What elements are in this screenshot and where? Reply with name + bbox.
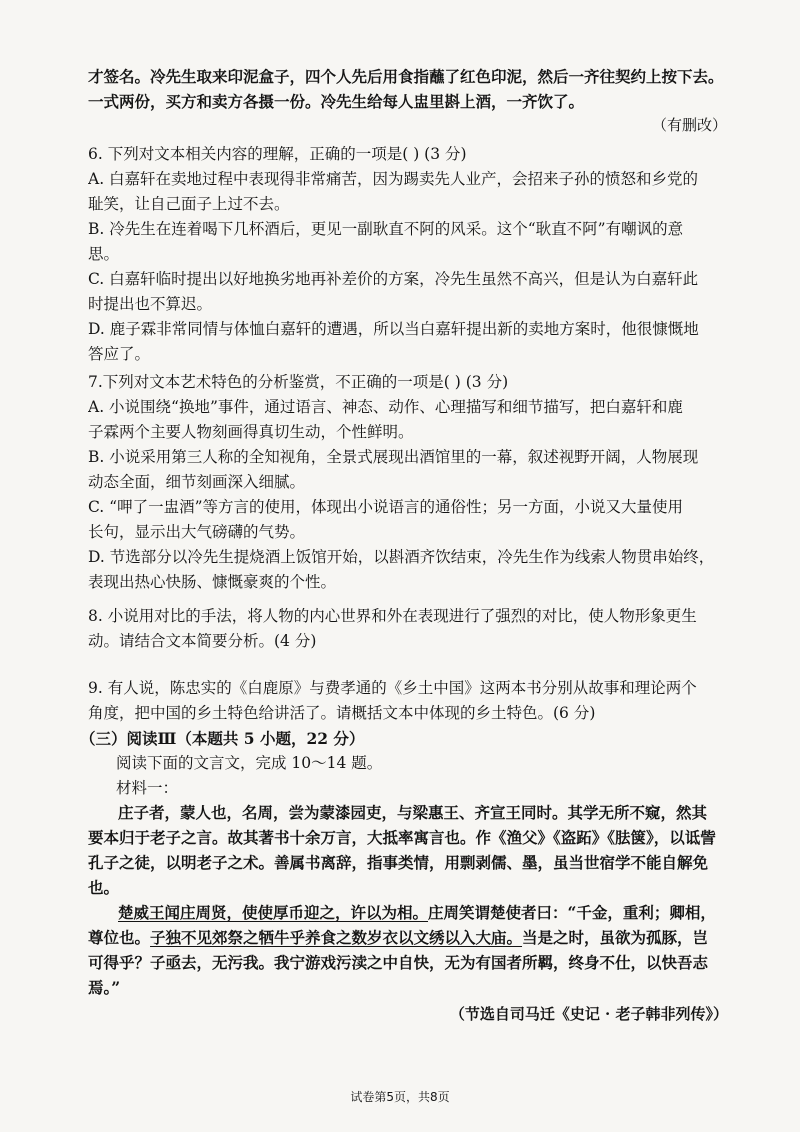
passage-line: 可得乎？子亟去，无污我。我宁游戏污渎之中自快，无为有国者所羁，终身不仕，以快吾志 bbox=[88, 953, 709, 972]
option-d-cont: 表现出热心快肠、慷慨豪爽的个性。 bbox=[88, 573, 337, 591]
option-c: C. 白嘉轩临时提出以好地换劣地再补差价的方案，冷先生虽然不高兴，但是认为白嘉轩此 bbox=[88, 270, 699, 288]
passage-line: 才签名。冷先生取来印泥盒子，四个人先后用食指蘸了红色印泥，然后一齐往契约上按下去。 bbox=[88, 67, 724, 86]
question-line: 9. 有人说，陈忠实的《白鹿原》与费孝通的《乡土中国》这两本书分别从故事和理论两个 bbox=[88, 679, 697, 697]
section-instructions: 阅读下面的文言文，完成 10～14 题。 bbox=[116, 754, 383, 772]
option-c: C. “呷了一盅酒”等方言的使用，体现出小说语言的通俗性；另一方面，小说又大量使用 bbox=[88, 498, 684, 516]
passage-line: 尊位也。子独不见郊祭之牺牛乎养食之数岁衣以文绣以入大庙。当是之时，虽欲为孤豚，岂 bbox=[88, 928, 709, 947]
passage-line: 焉。” bbox=[88, 978, 121, 997]
question-stem: 6. 下列对文本相关内容的理解，正确的一项是( ) (3 分) bbox=[88, 145, 467, 163]
passage-line: 楚威王闻庄周贤，使使厚币迎之，许以为相。庄周笑谓楚使者曰：“千金，重利；卿相， bbox=[118, 903, 716, 922]
passage-continuation bbox=[88, 64, 734, 114]
section-3 bbox=[80, 726, 726, 801]
option-c-cont: 时提出也不算迟。 bbox=[88, 295, 213, 313]
option-d-cont: 答应了。 bbox=[88, 345, 151, 363]
option-d: D. 节选部分以冷先生提烧酒上饭馆开始，以斟酒齐饮结束，冷先生作为线索人物贯串始终， bbox=[88, 548, 715, 566]
option-c-cont: 长句，显示出大气磅礴的气势。 bbox=[88, 523, 306, 541]
passage-line: 要本归于老子之言。故其著书十余万言，大抵率寓言也。作《渔父》《盗跖》《胠箧》，以诋訾 bbox=[88, 828, 716, 847]
option-a: A. 白嘉轩在卖地过程中表现得非常痛苦，因为踢卖先人业产，会招来子孙的愤怒和乡党的 bbox=[88, 170, 699, 188]
material-label: 材料一： bbox=[116, 779, 179, 797]
classical-passage bbox=[88, 800, 734, 1000]
option-a-cont: 耻笑，让自己面子上过不去。 bbox=[88, 195, 290, 213]
page-footer: 试卷第5页，共8页 bbox=[350, 1090, 450, 1104]
underlined-sentence: 楚威王闻庄周贤，使使厚币迎之，许以为相。 bbox=[118, 903, 429, 922]
passage-source: （有删改） bbox=[652, 116, 728, 134]
question-8 bbox=[88, 604, 734, 654]
passage-line: 也。 bbox=[88, 878, 120, 897]
question-line: 角度，把中国的乡土特色给讲活了。请概括文本中体现的乡土特色。(6 分) bbox=[88, 704, 596, 722]
question-line: 动。请结合文本简要分析。(4 分) bbox=[88, 632, 317, 650]
classical-source: （节选自司马迁《史记 · 老子韩非列传》） bbox=[449, 1005, 728, 1023]
option-b-cont: 思。 bbox=[88, 245, 120, 263]
question-stem: 7.下列对文本艺术特色的分析鉴赏，不正确的一项是( ) (3 分) bbox=[88, 373, 509, 391]
question-6 bbox=[88, 142, 734, 367]
passage-line: 庄子者，蒙人也，名周，尝为蒙漆园吏，与梁惠王、齐宣王同时。其学无所不窥，然其 bbox=[118, 803, 708, 822]
question-9 bbox=[88, 676, 734, 726]
underlined-sentence: 子独不见郊祭之牺牛乎养食之数岁衣以文绣以入大庙。 bbox=[150, 928, 523, 947]
passage-line: 一式两份，买方和卖方各摄一份。冷先生给每人盅里斟上酒，一齐饮了。 bbox=[88, 92, 585, 111]
option-d: D. 鹿子霖非常同情与体恤白嘉轩的遭遇，所以当白嘉轩提出新的卖地方案时，他很慷慨地 bbox=[88, 320, 699, 338]
option-a-cont: 子霖两个主要人物刻画得真切生动，个性鲜明。 bbox=[88, 423, 414, 441]
question-7 bbox=[88, 370, 734, 595]
section-heading: （三）阅读Ⅲ（本题共 5 小题，22 分） bbox=[80, 729, 365, 748]
option-b: B. 小说采用第三人称的全知视角，全景式展现出酒馆里的一幕，叙述视野开阔，人物展现 bbox=[88, 448, 699, 466]
passage-line: 孔子之徒，以明老子之术。善属书离辞，指事类情，用剽剥儒、墨，虽当世宿学不能自解免 bbox=[88, 853, 709, 872]
option-b-cont: 动态全面，细节刻画深入细腻。 bbox=[88, 473, 306, 491]
option-a: A. 小说围绕“换地”事件，通过语言、神态、动作、心理描写和细节描写，把白嘉轩和鹿 bbox=[88, 398, 683, 416]
question-line: 8. 小说用对比的手法，将人物的内心世界和外在表现进行了强烈的对比，使人物形象更生 bbox=[88, 607, 697, 625]
option-b: B. 冷先生在连着喝下几杯酒后，更见一副耿直不阿的风采。这个“耿直不阿”有嘲讽的意 bbox=[88, 220, 684, 238]
